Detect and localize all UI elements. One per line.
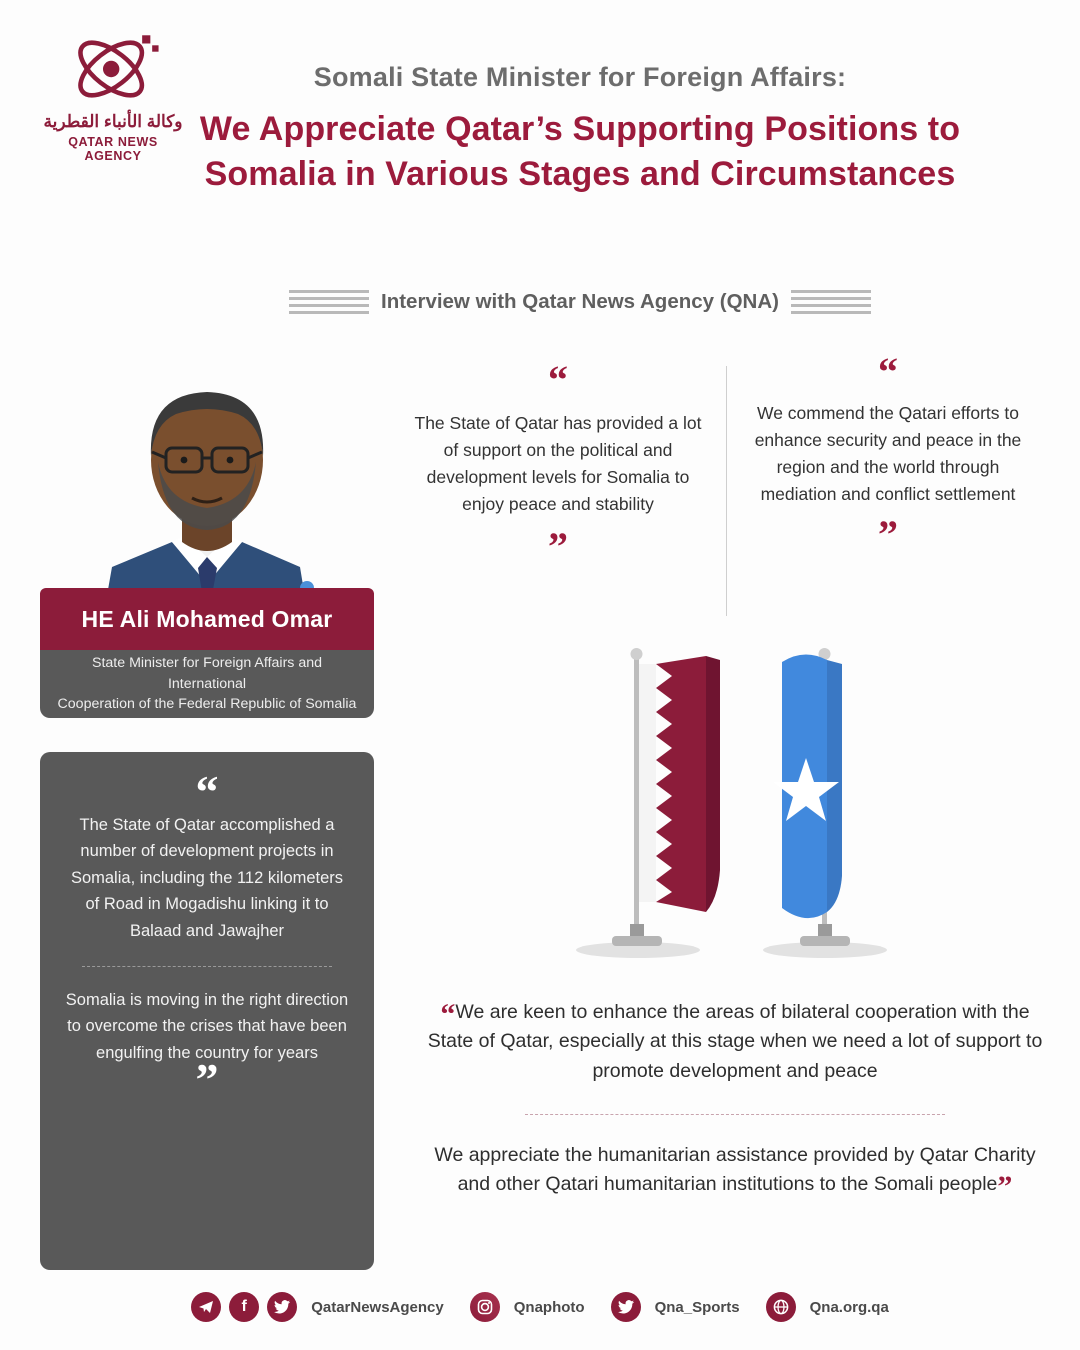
twitter-icon[interactable] (267, 1292, 297, 1322)
quote-top-left-block (408, 357, 708, 569)
qna-logo (38, 28, 188, 163)
quote-open-mark-2: “ (878, 349, 898, 394)
handle-website[interactable]: Qna.org.qa (809, 1298, 889, 1316)
quote-close-mark-3: ” (997, 1170, 1013, 1203)
headline-block (180, 62, 980, 197)
quote-open-mark-1: “ (548, 357, 568, 402)
divider (82, 966, 332, 967)
vertical-divider (726, 366, 727, 616)
quote-bottom-second-wrap (420, 1141, 1050, 1203)
qna-atom-logo-icon (58, 28, 168, 110)
quote-close-mark-2: ” (878, 511, 898, 557)
facebook-icon[interactable]: f (229, 1292, 259, 1322)
handle-twitter-main[interactable]: QatarNewsAgency (311, 1298, 444, 1316)
flags-illustration (560, 640, 920, 970)
somalia-flag (773, 648, 850, 946)
page-title: We Appreciate Qatar’s Supporting Positions to Somalia in Various Stages and Circumstances (199, 110, 961, 194)
bottom-quote-block (420, 998, 1050, 1203)
handle-twitter-sports[interactable]: Qna_Sports (654, 1298, 740, 1316)
quote-open-mark-grey: “ (195, 766, 219, 817)
quote-close-mark-1: ” (548, 523, 568, 569)
logo-arabic-name: وكالة الأنباء القطرية (43, 112, 183, 131)
quote-top-right-block (748, 349, 1028, 557)
quote-top-right: We commend the Qatari efforts to enhance security and peace in the region and the world through mediation and conflict settlement (754, 403, 1022, 505)
rule-left-icon (289, 290, 369, 314)
grey-quote-card (40, 752, 374, 1270)
quote-top-left: The State of Qatar has provided a lot of support on the political and development levels for Somalia to enjoy peace and stability (414, 413, 702, 515)
quote-grey-first: The State of Qatar accomplished a number of development projects in Somalia, including the 112 kilometers of Road in Mogadishu linking it to Balaad and Jawajher (70, 816, 344, 940)
quote-bottom-second: We appreciate the humanitarian assistance provided by Qatar Charity and other Qatari humanitarian institutions to the Somali people (434, 1143, 1036, 1195)
quote-bottom-first-wrap (420, 998, 1050, 1086)
qatar-flag (612, 648, 720, 946)
subtitle-row (180, 290, 980, 314)
person-name-bar (40, 588, 374, 650)
person-title-line-2: Cooperation of the Federal Republic of Somalia (57, 696, 357, 713)
kicker-text: Somali State Minister for Foreign Affairs: (313, 62, 847, 92)
logo-english-name: QATAR NEWS AGENCY (68, 135, 158, 163)
subtitle-text: Interview with Qatar News Agency (QNA) (381, 290, 779, 313)
quote-grey-second: Somalia is moving in the right direction to overcome the crises that have been engulfing the country for years (65, 990, 349, 1062)
telegram-icon[interactable] (191, 1292, 221, 1322)
person-name: HE Ali Mohamed Omar (81, 605, 333, 632)
instagram-icon[interactable] (470, 1292, 500, 1322)
quote-close-mark-grey: ” (195, 1054, 219, 1106)
twitter-sports-icon[interactable] (611, 1292, 641, 1322)
rule-right-icon (791, 290, 871, 314)
divider (525, 1114, 945, 1115)
quote-bottom-first: We are keen to enhance the areas of bilateral cooperation with the State of Qatar, especially at this stage when we need a lot of support to promote development and peace (427, 1001, 1043, 1082)
footer-social-bar (0, 1292, 1080, 1322)
person-title-bar (40, 650, 374, 718)
person-title-line-1: State Minister for Foreign Affairs and International (92, 655, 322, 692)
globe-icon[interactable] (766, 1292, 796, 1322)
handle-instagram[interactable]: Qnaphoto (513, 1298, 585, 1316)
quote-open-mark-3: “ (440, 998, 456, 1031)
